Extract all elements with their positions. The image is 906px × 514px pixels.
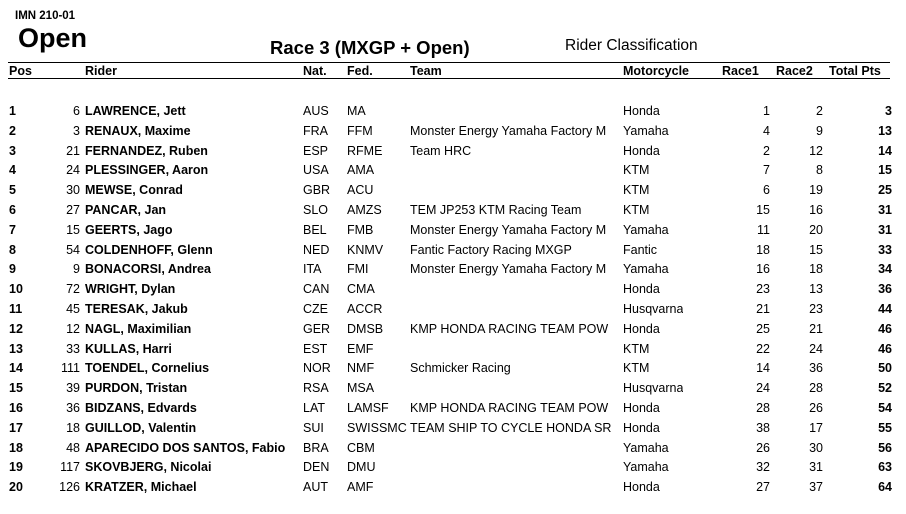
bike-number-cell: 39 [66,381,80,396]
federation-cell: CBM [347,440,375,455]
race1-points-cell: 25 [756,321,770,336]
rider-name-cell: APARECIDO DOS SANTOS, Fabio [85,440,286,455]
table-row [0,460,906,480]
bike-number-cell: 33 [66,341,80,356]
rider-name-cell: TERESAK, Jakub [85,302,188,316]
bike-number-cell: 6 [73,104,80,118]
motorcycle-cell: Yamaha [623,262,669,277]
race2-points-cell: 17 [809,420,823,435]
race1-points-cell: 6 [763,183,770,198]
team-cell: KMP HONDA RACING TEAM POW [410,321,609,336]
motorcycle-cell: Honda [623,321,660,336]
federation-cell: MSA [347,381,375,396]
motorcycle-cell: KTM [623,341,650,356]
total-points-cell: 13 [878,123,892,138]
federation-cell: FFM [347,123,373,138]
federation-cell: FMI [347,262,369,277]
classification-label: Rider Classification [565,37,698,54]
rider-name-cell: MEWSE, Conrad [85,183,183,198]
position-cell: 15 [9,381,23,396]
table-row [0,401,906,421]
nationality-cell: LAT [303,401,325,415]
federation-cell: SWISSMC [347,420,407,435]
column-header-race2: Race2 [776,64,813,78]
total-points-cell: 50 [878,361,892,376]
nationality-cell: GER [303,321,331,336]
table-row [0,124,906,144]
bike-number-cell: 9 [73,262,80,277]
table-row [0,302,906,322]
race2-points-cell: 8 [816,163,823,178]
race1-points-cell: 2 [763,143,770,158]
motorcycle-cell: Husqvarna [623,302,684,316]
federation-cell: EMF [347,341,374,356]
race2-points-cell: 16 [809,203,823,217]
team-cell: TEAM SHIP TO CYCLE HONDA SR [410,420,612,435]
bike-number-cell: 117 [60,460,80,475]
rider-name-cell: FERNANDEZ, Ruben [85,143,208,158]
race1-points-cell: 24 [756,381,770,396]
bike-number-cell: 126 [59,480,80,495]
table-row [0,421,906,441]
position-cell: 1 [9,104,16,118]
race-title: Race 3 (MXGP + Open) [270,37,470,58]
total-points-cell: 34 [878,262,892,277]
total-points-cell: 31 [878,222,892,237]
nationality-cell: NED [303,242,330,257]
column-header-fed: Fed. [347,64,373,78]
column-header-race1: Race1 [722,64,759,78]
race1-points-cell: 15 [756,203,770,217]
motorcycle-cell: Yamaha [623,123,669,138]
position-cell: 20 [9,480,23,495]
column-header-nat: Nat. [303,64,327,78]
column-header-team: Team [410,64,442,78]
race2-points-cell: 12 [809,143,823,158]
motorcycle-cell: Fantic [623,242,658,257]
bike-number-cell: 15 [66,222,80,237]
table-row [0,381,906,401]
race2-points-cell: 21 [809,321,823,336]
race2-points-cell: 23 [809,302,823,316]
team-cell: Schmicker Racing [410,361,511,376]
federation-cell: AMF [347,480,374,495]
race2-points-cell: 18 [809,262,823,277]
race1-points-cell: 18 [756,242,770,257]
nationality-cell: EST [303,341,328,356]
total-points-cell: 56 [878,440,892,455]
table-row [0,441,906,461]
class-title: Open [18,23,88,53]
total-points-cell: 25 [878,183,892,198]
team-cell: Monster Energy Yamaha Factory M [410,262,607,277]
table-row [0,342,906,362]
document-code: IMN 210-01 [15,10,76,22]
motorcycle-cell: Honda [623,420,660,435]
nationality-cell: FRA [303,123,328,138]
bike-number-cell: 18 [66,420,80,435]
table-row [0,183,906,203]
column-header-pos: Pos [9,64,32,78]
table-row [0,223,906,243]
position-cell: 8 [9,242,16,257]
federation-cell: AMZS [347,203,382,217]
nationality-cell: CAN [303,282,330,297]
position-cell: 14 [9,361,23,376]
federation-cell: ACU [347,183,374,198]
table-row [0,282,906,302]
position-cell: 16 [9,401,23,415]
total-points-cell: 33 [878,242,892,257]
race2-points-cell: 2 [816,104,823,118]
race1-points-cell: 23 [756,282,770,297]
federation-cell: MA [347,104,366,118]
race2-points-cell: 13 [809,282,823,297]
nationality-cell: AUS [303,104,329,118]
rider-name-cell: PANCAR, Jan [85,203,167,217]
total-points-cell: 46 [878,341,892,356]
nationality-cell: DEN [303,460,330,475]
table-row [0,144,906,164]
motorcycle-cell: KTM [623,361,650,376]
motorcycle-cell: KTM [623,183,650,198]
table-row [0,262,906,282]
rider-name-cell: PLESSINGER, Aaron [85,163,209,178]
rider-name-cell: COLDENHOFF, Glenn [85,242,213,257]
team-cell: Monster Energy Yamaha Factory M [410,222,607,237]
motorcycle-cell: Yamaha [623,440,669,455]
total-points-cell: 54 [878,401,892,415]
total-points-cell: 63 [878,460,892,475]
rider-name-cell: RENAUX, Maxime [85,123,191,138]
federation-cell: KNMV [347,242,384,257]
race2-points-cell: 30 [809,440,823,455]
rider-name-cell: TOENDEL, Cornelius [85,361,210,376]
federation-cell: RFME [347,143,383,158]
position-cell: 7 [9,222,16,237]
rider-name-cell: SKOVBJERG, Nicolai [85,460,212,475]
race2-points-cell: 24 [809,341,823,356]
bike-number-cell: 48 [66,440,80,455]
federation-cell: FMB [347,222,374,237]
total-points-cell: 3 [885,104,892,118]
race2-points-cell: 19 [809,183,823,198]
table-row [0,243,906,263]
rider-name-cell: KULLAS, Harri [85,341,172,356]
race1-points-cell: 28 [756,401,770,415]
bike-number-cell: 45 [66,302,80,316]
position-cell: 2 [9,123,16,138]
bike-number-cell: 3 [73,123,80,138]
race1-points-cell: 16 [756,262,770,277]
table-row [0,163,906,183]
race2-points-cell: 37 [809,480,823,495]
motorcycle-cell: Honda [623,143,660,158]
position-cell: 10 [9,282,23,297]
table-row [0,104,906,124]
position-cell: 4 [9,163,16,178]
race1-points-cell: 22 [756,341,770,356]
total-points-cell: 15 [878,163,892,178]
motorcycle-cell: KTM [623,163,650,178]
federation-cell: ACCR [347,302,383,316]
bike-number-cell: 54 [66,242,80,257]
motorcycle-cell: Yamaha [623,222,669,237]
total-points-cell: 64 [878,480,892,495]
motorcycle-cell: Honda [623,282,660,297]
nationality-cell: SLO [303,203,329,217]
total-points-cell: 55 [878,420,892,435]
rider-name-cell: KRATZER, Michael [85,480,197,495]
race2-points-cell: 15 [809,242,823,257]
position-cell: 6 [9,203,16,217]
total-points-cell: 14 [878,143,892,158]
rider-name-cell: PURDON, Tristan [85,381,188,396]
position-cell: 17 [9,420,23,435]
position-cell: 18 [9,440,23,455]
bike-number-cell: 72 [66,282,80,297]
total-points-cell: 31 [878,203,892,217]
nationality-cell: AUT [303,480,328,495]
race2-points-cell: 36 [809,361,823,376]
total-points-cell: 44 [878,302,892,316]
position-cell: 11 [9,302,23,316]
bike-number-cell: 111 [60,361,80,376]
team-cell: Team HRC [410,143,472,158]
rider-name-cell: BONACORSI, Andrea [85,262,211,277]
column-header-rider: Rider [85,64,117,78]
race1-points-cell: 38 [756,420,770,435]
total-points-cell: 46 [878,321,892,336]
race1-points-cell: 21 [756,302,770,316]
race2-points-cell: 9 [816,123,823,138]
table-row [0,361,906,381]
position-cell: 9 [9,262,16,277]
race1-points-cell: 14 [756,361,770,376]
header-rule-top [8,62,890,63]
total-points-cell: 52 [878,381,892,396]
position-cell: 12 [9,321,23,336]
rider-name-cell: BIDZANS, Edvards [85,401,197,415]
rider-name-cell: WRIGHT, Dylan [85,282,176,297]
team-cell: KMP HONDA RACING TEAM POW [410,401,609,415]
motorcycle-cell: Honda [623,104,660,118]
federation-cell: DMU [347,460,376,475]
position-cell: 19 [9,460,23,475]
position-cell: 3 [9,143,16,158]
race2-points-cell: 26 [809,401,823,415]
position-cell: 13 [9,341,23,356]
bike-number-cell: 30 [66,183,80,198]
race1-points-cell: 27 [756,480,770,495]
motorcycle-cell: Yamaha [623,460,669,475]
federation-cell: CMA [347,282,375,297]
motorcycle-cell: Honda [623,480,660,495]
header-rule-bottom [8,78,890,79]
bike-number-cell: 36 [66,401,80,415]
bike-number-cell: 12 [66,321,80,336]
race1-points-cell: 26 [756,440,770,455]
motorcycle-cell: Honda [623,401,660,415]
nationality-cell: GBR [303,183,331,198]
table-row [0,322,906,342]
federation-cell: AMA [347,163,375,178]
race2-points-cell: 20 [809,222,823,237]
table-row [0,203,906,223]
race1-points-cell: 7 [763,163,770,178]
team-cell: Monster Energy Yamaha Factory M [410,123,607,138]
motorcycle-cell: Husqvarna [623,381,684,396]
nationality-cell: ITA [303,262,322,277]
position-cell: 5 [9,183,16,198]
bike-number-cell: 21 [66,143,80,158]
federation-cell: LAMSF [347,401,389,415]
column-header-motorcycle: Motorcycle [623,64,689,78]
nationality-cell: BEL [303,222,327,237]
motorcycle-cell: KTM [623,203,650,217]
race1-points-cell: 11 [757,222,770,237]
nationality-cell: NOR [303,361,331,376]
team-cell: Fantic Factory Racing MXGP [410,242,572,257]
rider-name-cell: GUILLOD, Valentin [85,420,197,435]
table-row [0,480,906,500]
federation-cell: DMSB [347,321,384,336]
race1-points-cell: 4 [763,123,770,138]
federation-cell: NMF [347,361,375,376]
nationality-cell: BRA [303,440,329,455]
nationality-cell: SUI [303,420,324,435]
total-points-cell: 36 [878,282,892,297]
race2-points-cell: 28 [809,381,823,396]
race1-points-cell: 1 [763,104,770,118]
race2-points-cell: 31 [809,460,823,475]
rider-name-cell: LAWRENCE, Jett [85,104,186,118]
bike-number-cell: 27 [66,203,80,217]
rider-name-cell: NAGL, Maximilian [85,321,192,336]
rider-name-cell: GEERTS, Jago [85,222,173,237]
race1-points-cell: 32 [756,460,770,475]
column-header-total: Total Pts [829,64,881,78]
nationality-cell: RSA [303,381,329,396]
bike-number-cell: 24 [66,163,80,178]
team-cell: TEM JP253 KTM Racing Team [410,203,582,217]
nationality-cell: CZE [303,302,328,316]
nationality-cell: USA [303,163,329,178]
nationality-cell: ESP [303,143,329,158]
